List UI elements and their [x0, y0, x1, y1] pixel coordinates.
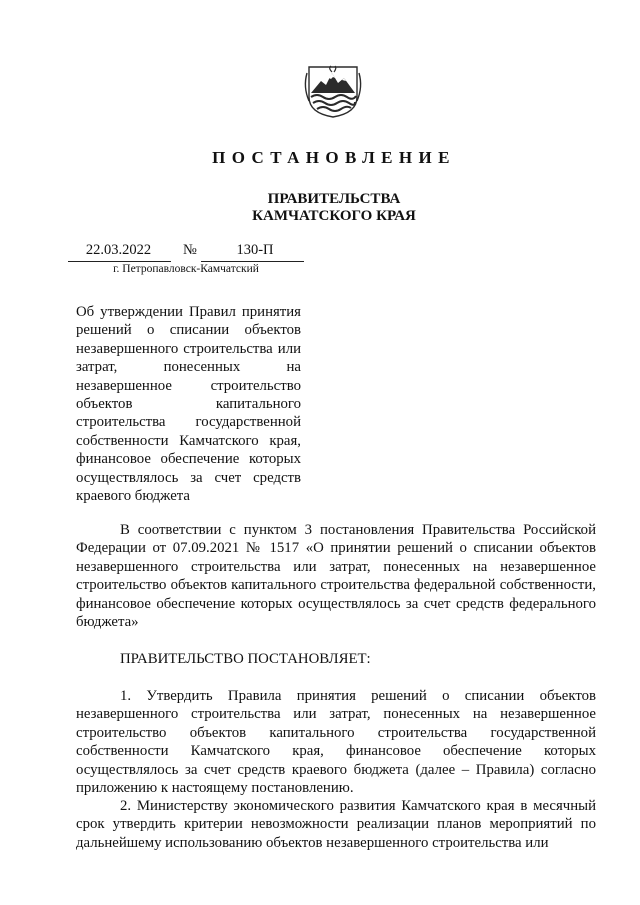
number-underline [201, 261, 304, 262]
decree-statement: ПРАВИТЕЛЬСТВО ПОСТАНОВЛЯЕТ: [120, 651, 371, 667]
date-underline [68, 261, 171, 262]
document-number: 130-П [236, 242, 274, 258]
clause-1-paragraph: 1. Утвердить Правила принятия решений о списании объектов незавершенного строительства или затрат, понесенных на незавершенное строительство объектов капитального строительства государственной собственности Камчатского края, финансовое обеспечение которых осуществлялось за счет средств краевого бюджета (далее – Правила) согласно приложению к настоящему постановлению. [76, 688, 596, 797]
clause-2-paragraph: 2. Министерству экономического развития Камчатского края в месячный срок утвердить критерии невозможности реализации планов мероприятий по дальнейшему использованию объектов незавершенного строительства или [76, 798, 596, 851]
number-sign: № [183, 242, 197, 258]
preamble-paragraph: В соответствии с пунктом 3 постановления Правительства Российской Федерации от 07.09.2021 № 1517 «О принятии решений о списании объектов незавершенного строительства или затрат, понесенных на незавершенное строительство объектов капитального строительства федеральной собственности, финансовое обеспечение которых осуществлялось за счет средств федерального бюджета» [76, 522, 596, 631]
document-date: 22.03.2022 [85, 242, 152, 258]
document-subject: Об утверждении Правил принятия решений о списании объектов незавершенного строительства или затрат, понесенных на незавершенное строительство объектов капитального строительства государственной собственности Камчатского края, финансовое обеспечение которых осуществлялось за счет средств краевого бюджета [76, 304, 301, 505]
authority-line-1: ПРАВИТЕЛЬСТВА [267, 191, 401, 207]
coat-of-arms-icon [301, 63, 365, 119]
issuing-authority [0, 191, 640, 225]
authority-line-2: КАМЧАТСКОГО КРАЯ [252, 208, 416, 224]
document-type-title: ПОСТАНОВЛЕНИЕ [212, 148, 456, 167]
issue-city: г. Петропавловск-Камчатский [113, 263, 259, 275]
